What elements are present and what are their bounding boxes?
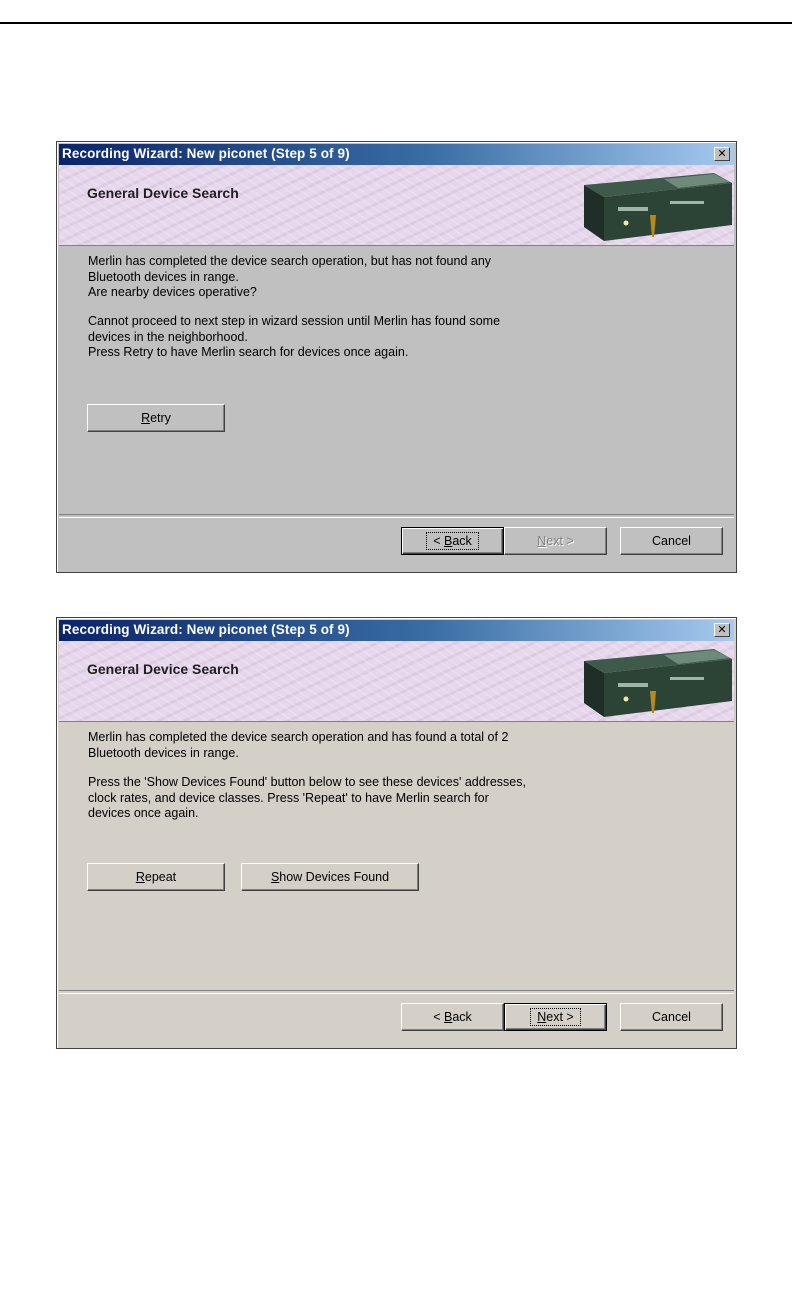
status-message: [88, 730, 648, 761]
retry-button[interactable]: Retry: [87, 404, 225, 432]
message-line: Press the 'Show Devices Found' button below to see these devices' addresses,: [88, 775, 526, 789]
next-button[interactable]: [504, 1003, 607, 1031]
close-button[interactable]: [714, 623, 730, 637]
message-line: clock rates, and device classes. Press 'Repeat' to have Merlin search for: [88, 790, 489, 805]
message-line: devices in the neighborhood.: [88, 329, 248, 344]
focus-rect: Next >: [530, 1008, 580, 1026]
footer-separator: [59, 514, 734, 518]
instruction-message: [88, 775, 648, 822]
cancel-button[interactable]: Cancel: [620, 527, 723, 555]
back-button[interactable]: [401, 527, 504, 555]
bluetooth-analyzer-device-icon: [574, 647, 734, 719]
page-heading: General Device Search: [87, 661, 239, 677]
show-devices-found-button[interactable]: Show Devices Found: [241, 863, 419, 891]
status-message: [88, 254, 648, 301]
message-line: Are nearby devices operative?: [88, 285, 257, 299]
window-title: Recording Wizard: New piconet (Step 5 of 9): [62, 622, 350, 637]
message-line: Bluetooth devices in range.: [88, 269, 239, 284]
page-heading: General Device Search: [87, 185, 239, 201]
cancel-button[interactable]: Cancel: [620, 1003, 723, 1031]
wizard-header: [59, 165, 734, 246]
window-title: Recording Wizard: New piconet (Step 5 of 9): [62, 146, 350, 161]
wizard-header: [59, 641, 734, 722]
message-line: Bluetooth devices in range.: [88, 745, 239, 760]
instruction-message: [88, 314, 648, 361]
message-line: devices once again.: [88, 806, 199, 820]
close-icon: ✕: [717, 148, 727, 160]
message-line: Press Retry to have Merlin search for devices once again.: [88, 345, 409, 359]
title-bar[interactable]: [59, 620, 734, 641]
focus-rect: < Back: [426, 532, 479, 550]
close-icon: ✕: [717, 624, 727, 636]
back-button[interactable]: < Back: [401, 1003, 504, 1031]
page-top-rule: [0, 22, 792, 24]
message-line: Cannot proceed to next step in wizard session until Merlin has found some: [88, 314, 501, 328]
close-button[interactable]: [714, 147, 730, 161]
message-line: Merlin has completed the device search operation, but has not found any: [88, 254, 492, 268]
wizard-dialog-devices-found: [56, 617, 737, 1049]
wizard-dialog-no-devices: [56, 141, 737, 573]
repeat-button[interactable]: Repeat: [87, 863, 225, 891]
message-line: Merlin has completed the device search operation and has found a total of 2: [88, 730, 509, 744]
next-button[interactable]: Next >: [504, 527, 607, 555]
bluetooth-analyzer-device-icon: [574, 171, 734, 243]
title-bar[interactable]: [59, 144, 734, 165]
footer-separator: [59, 990, 734, 994]
